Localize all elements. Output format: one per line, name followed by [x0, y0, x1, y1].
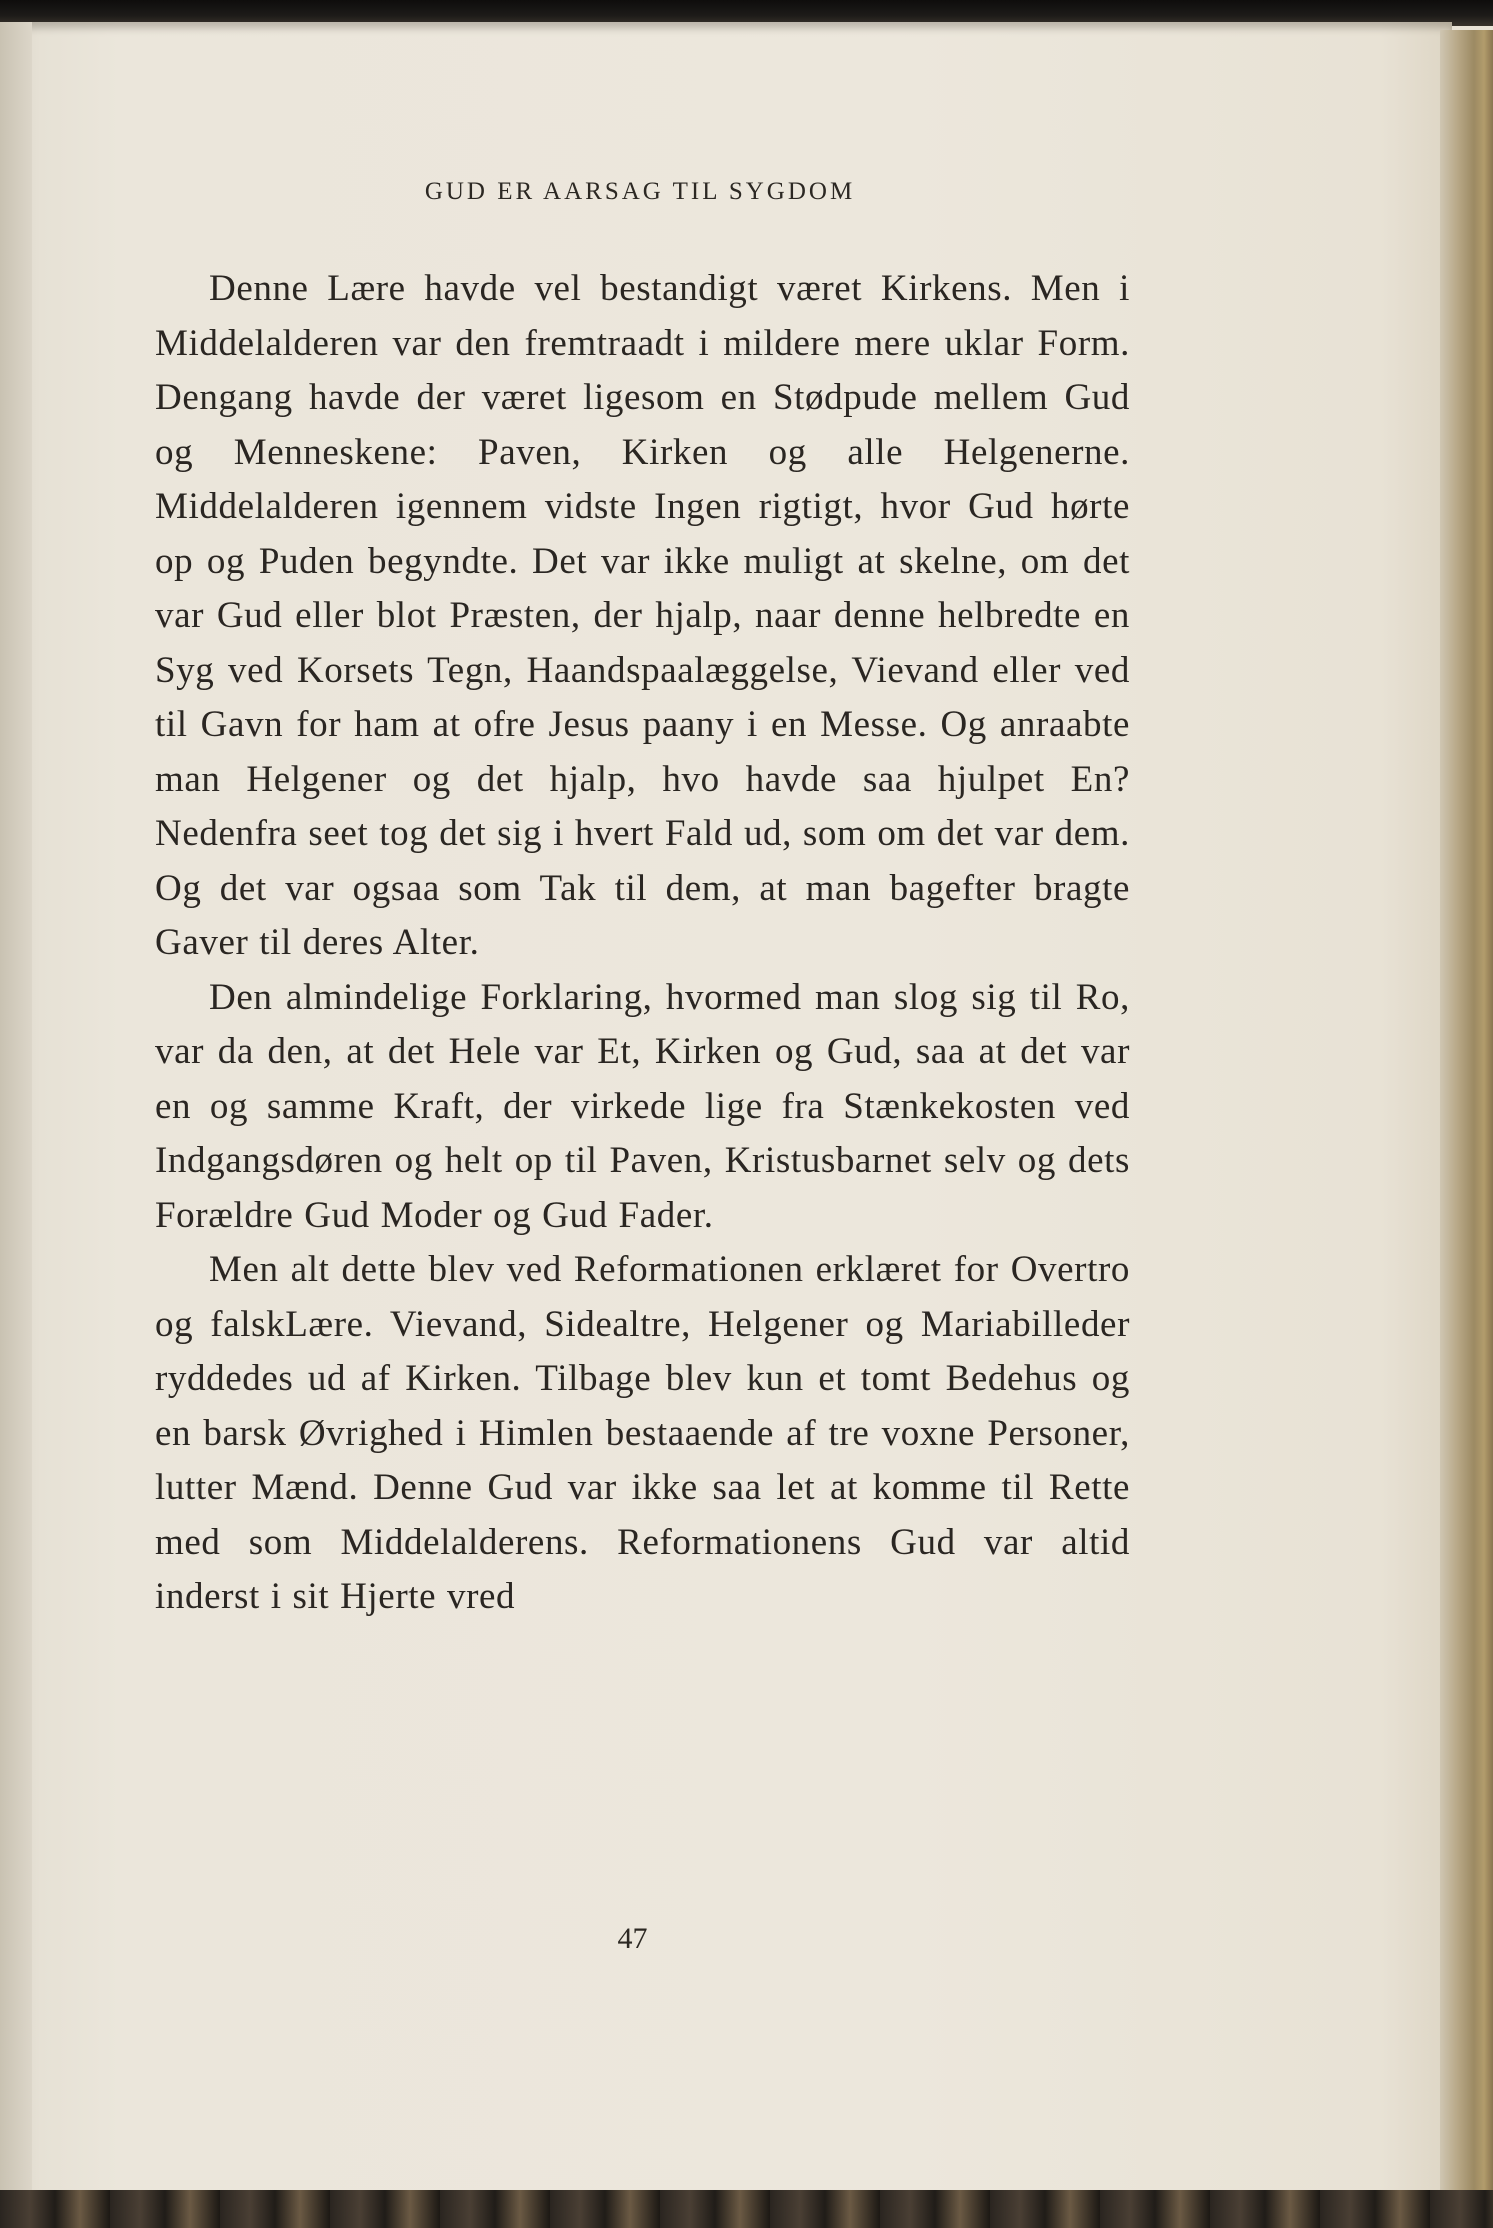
paragraph-1: Denne Lære havde vel bestandigt været Kirkens. Men i Middelalderen var den fremtraadt i mildere mere uklar Form. Dengang havde der været ligesom en Stødpude mellem Gud og Menneskene: Paven, Kirken og alle Helgenerne. Middelalderen igennem vidste Ingen rigtigt, hvor Gud hørte op og Puden begyndte. Det var ikke muligt at skelne, om det var Gud eller blot Præsten, der hjalp, naar denne helbredte en Syg ved Korsets Tegn, Haandspaalæggelse, Vievand eller ved til Gavn for ham at ofre Jesus paany i en Messe. Og anraabte man Helgener og det hjalp, hvo havde saa hjulpet En? Nedenfra seet tog det sig i hvert Fald ud, som om det var dem. Og det var ogsaa som Tak til dem, at man bagefter bragte Gaver til deres Alter. [155, 268, 1130, 963]
body-text [155, 262, 1130, 1625]
paragraph-3: Men alt dette blev ved Reformationen erklæret for Overtro og falskLære. Vievand, Sidealtre, Helgener og Mariabilleder ryddedes ud af Kirken. Tilbage blev kun et tomt Bedehus og en barsk Øvrighed i Himlen bestaaende af tre voxne Personer, lutter Mænd. Denne Gud var ikke saa let at komme til Rette med som Middelalderens. Reformationens Gud var altid inderst i sit Hjerte vred [155, 1249, 1130, 1617]
paragraph-2: Den almindelige Forklaring, hvormed man slog sig til Ro, var da den, at det Hele var Et, Kirken og Gud, saa at det var en og samme Kraft, der virkede lige fra Stænkekosten ved Indgangsdøren og helt op til Paven, Kristusbarnet selv og dets Forældre Gud Moder og Gud Fader. [155, 976, 1130, 1236]
page-number: 47 [617, 1922, 648, 1955]
running-header: GUD ER AARSAG TIL SYGDOM [424, 178, 856, 205]
bottom-binding-edge [0, 2190, 1493, 2228]
page-edge-stack [1440, 30, 1493, 2200]
gutter-shadow [0, 22, 32, 2192]
